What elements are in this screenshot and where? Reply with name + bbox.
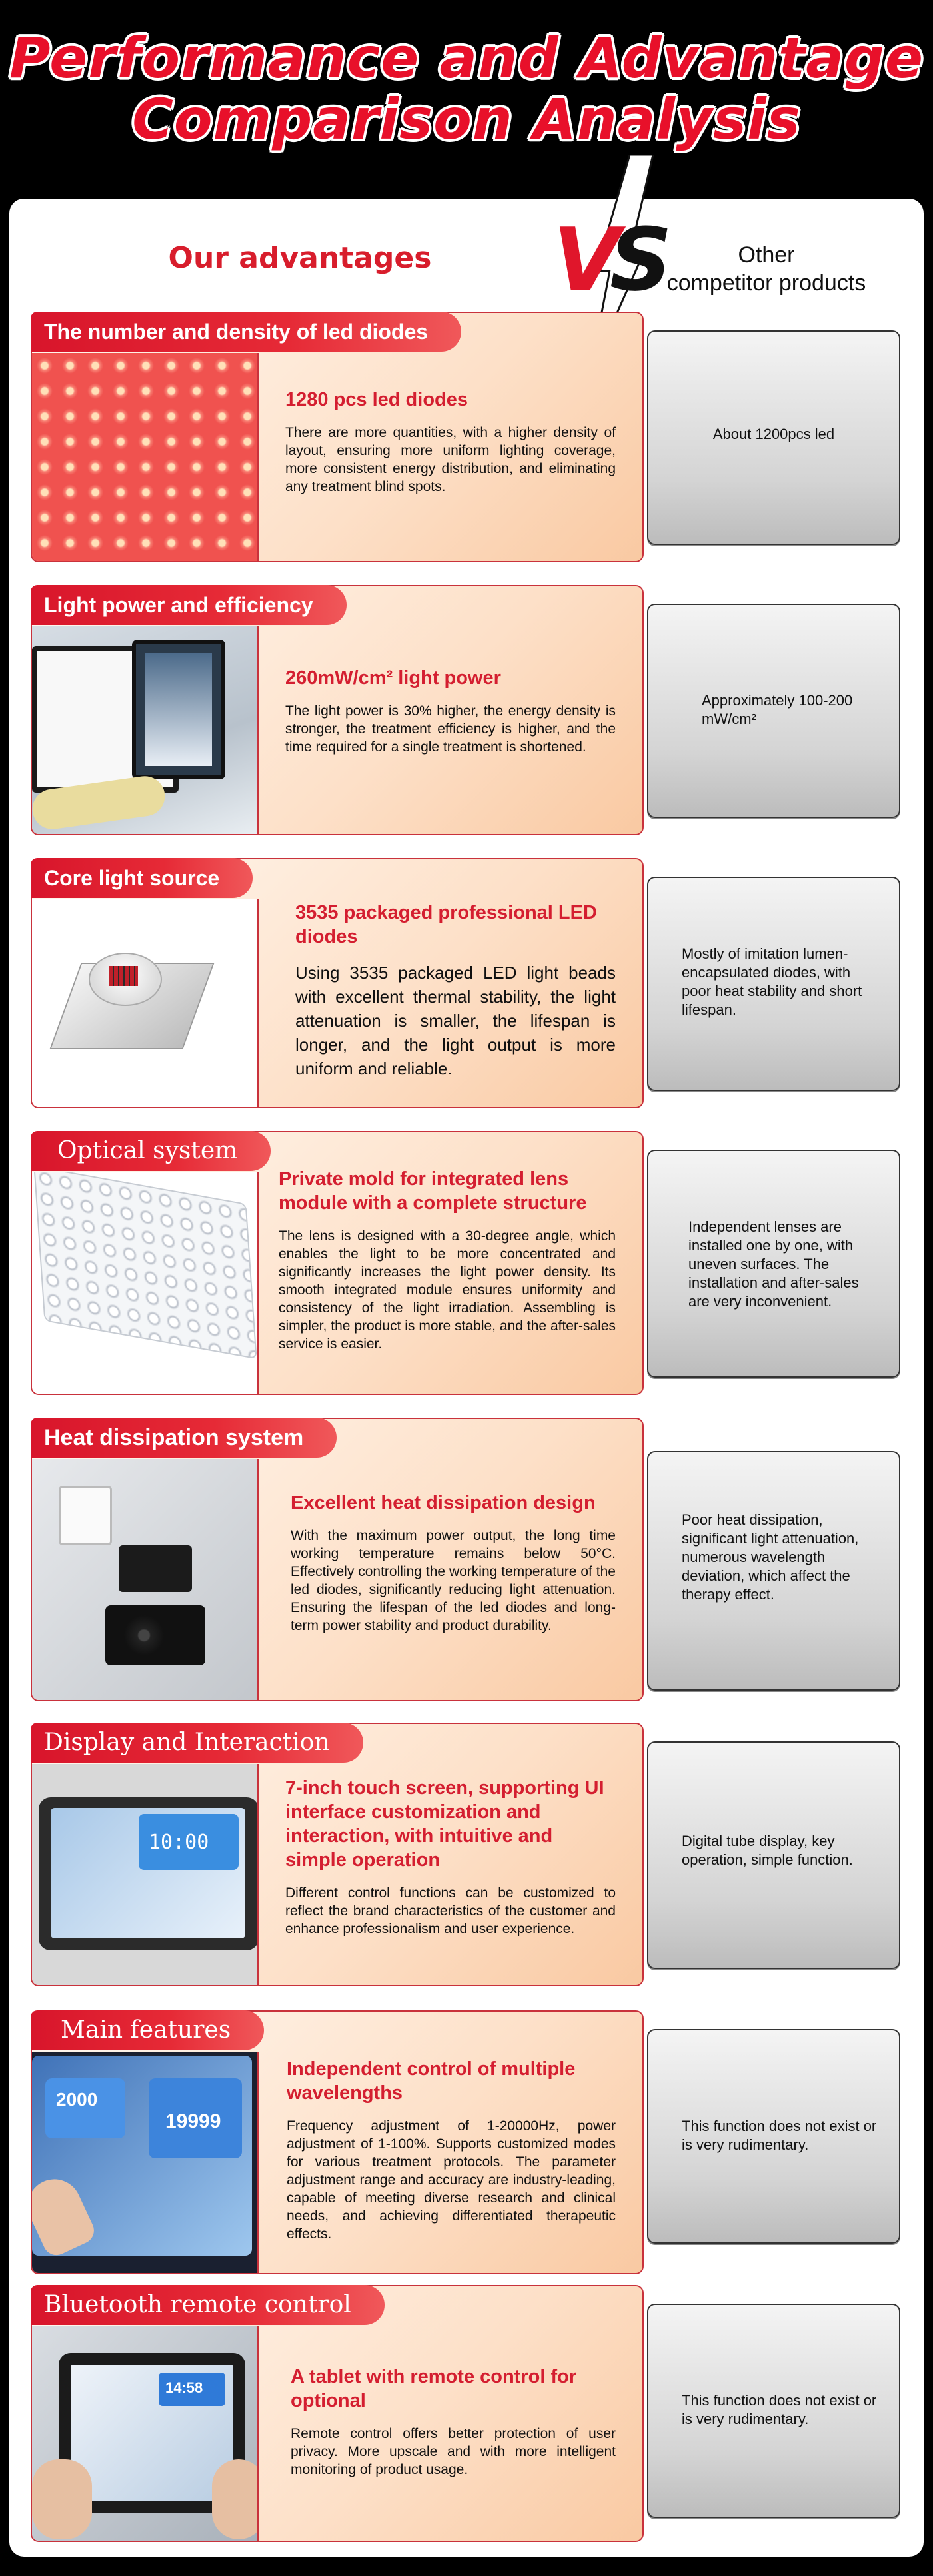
category-label: Main features bbox=[31, 2010, 264, 2050]
category-label: Light power and efficiency bbox=[31, 585, 347, 625]
competitor-text: Mostly of imitation lumen-encapsulated diodes, with poor heat stability and short lifespan. bbox=[682, 945, 862, 1018]
lens-module-image bbox=[32, 1172, 259, 1394]
competitor-box bbox=[647, 2029, 900, 2244]
feature-title: 7-inch touch screen, supporting UI interface customization and interaction, with intuitive and simple operation bbox=[285, 1777, 604, 1871]
screen-value-2: 19999 bbox=[165, 2110, 221, 2132]
comparison-row-display bbox=[31, 1723, 900, 1986]
comparison-row-optical-system bbox=[31, 1131, 900, 1395]
comparison-row-bluetooth-remote bbox=[31, 2285, 900, 2542]
screen-value-1: 2000 bbox=[56, 2089, 98, 2110]
control-ui-image bbox=[32, 2052, 259, 2273]
competitor-heading bbox=[660, 241, 873, 297]
competitor-box bbox=[647, 1741, 900, 1969]
competitor-text: About 1200pcs led bbox=[712, 426, 835, 442]
comparison-row-led-density bbox=[31, 312, 900, 562]
advantage-card bbox=[31, 1418, 644, 1701]
competitor-heading-line-1: Other bbox=[738, 242, 795, 268]
red-led-panel-image bbox=[32, 353, 259, 561]
touch-screen-image bbox=[32, 1764, 259, 1985]
feature-title: Independent control of multiple wavelengths bbox=[287, 2058, 576, 2104]
page-title-line-1: Performance and Advantage bbox=[9, 25, 924, 91]
category-label: Bluetooth remote control bbox=[31, 2285, 385, 2325]
vs-label: V S bbox=[553, 209, 672, 310]
feature-title: 3535 packaged professional LED diodes bbox=[295, 902, 597, 947]
screen-clock-readout: 10:00 bbox=[149, 1831, 209, 1854]
competitor-box bbox=[647, 604, 900, 818]
our-advantages-heading: Our advantages bbox=[168, 241, 432, 275]
feature-title: 1280 pcs led diodes bbox=[285, 389, 468, 410]
competitor-text: This function does not exist or is very rudimentary. bbox=[682, 2392, 877, 2427]
competitor-text: Poor heat dissipation, significant light attenuation, numerous wavelength deviation, which affect the therapy effect. bbox=[682, 1511, 859, 1603]
category-label: Core light source bbox=[31, 858, 253, 898]
feature-title: Private mold for integrated lens module with a complete structure bbox=[279, 1168, 587, 1214]
competitor-box bbox=[647, 330, 900, 545]
category-label: Display and Interaction bbox=[31, 1723, 363, 1763]
comparison-row-light-power bbox=[31, 585, 900, 835]
category-label: Optical system bbox=[31, 1131, 271, 1171]
category-label: The number and density of led diodes bbox=[31, 312, 461, 352]
header bbox=[0, 0, 933, 200]
feature-description: The lens is designed with a 30-degree angle, which enables the light to be more concentrated and significantly increases the light power density. Its smooth integrated module ensures uniformity and consistency of the light irradiation. Assembling is simpler, the product is more stable, and the after-sales service is easier. bbox=[279, 1228, 616, 1352]
feature-title: A tablet with remote control for optional bbox=[291, 2366, 577, 2411]
feature-description: Frequency adjustment of 1-20000Hz, power adjustment of 1-100%. Supports customized modes for various treatment protocols. The parameter adjustment range and accuracy are industry-leading, capable of meeting diverse research and clinical needs, and achieving differentiated therapeutic effects. bbox=[287, 2118, 616, 2242]
comparison-row-light-source bbox=[31, 858, 900, 1108]
feature-description: Remote control offers better protection of user privacy. More upscale and with more intelligent monitoring of product usage. bbox=[291, 2426, 616, 2477]
feature-description: There are more quantities, with a higher density of layout, ensuring more uniform lighting coverage, more consistent energy distribution, and eliminating any treatment blind spots. bbox=[285, 425, 616, 494]
competitor-box bbox=[647, 1150, 900, 1378]
tablet-screen-readout: 14:58 bbox=[165, 2379, 203, 2396]
competitor-text: Approximately 100-200 mW/cm² bbox=[702, 692, 853, 727]
competitor-box bbox=[647, 877, 900, 1091]
competitor-box bbox=[647, 1451, 900, 1691]
competitor-box bbox=[647, 2304, 900, 2518]
led-chip-image bbox=[32, 899, 259, 1107]
feature-description: The light power is 30% higher, the energy density is stronger, the treatment efficiency is higher, and the time required for a single treatment is shortened. bbox=[285, 703, 616, 755]
category-label: Heat dissipation system bbox=[31, 1418, 337, 1458]
competitor-heading-line-2: competitor products bbox=[666, 270, 866, 296]
page-title-line-2: Comparison Analysis bbox=[132, 87, 801, 152]
comparison-row-main-features bbox=[31, 2010, 900, 2274]
power-meter-image bbox=[32, 626, 259, 834]
feature-description: With the maximum power output, the long time working temperature remains below 50°C. Effectively controlling the working temperature of the led diodes, significantly reducing light attenuation. Ensuring the lifespan of the led diodes and long-term power stability and product durability. bbox=[291, 1528, 616, 1633]
comparison-row-heat-dissipation bbox=[31, 1418, 900, 1701]
tablet-image bbox=[32, 2326, 259, 2541]
competitor-text: Digital tube display, key operation, simple function. bbox=[682, 1833, 853, 1868]
competitor-text: Independent lenses are installed one by one, with uneven surfaces. The installation and after-sales are very inconvenient. bbox=[688, 1218, 859, 1310]
feature-description: Using 3535 packaged LED light beads with excellent thermal stability, the light attenuation is smaller, the lifespan is longer, and the light output is more uniform and reliable. bbox=[295, 963, 616, 1078]
cooling-fans-image bbox=[32, 1459, 259, 1700]
competitor-text: This function does not exist or is very rudimentary. bbox=[682, 2118, 877, 2153]
feature-title: Excellent heat dissipation design bbox=[291, 1492, 596, 1513]
feature-description: Different control functions can be customized to reflect the brand characteristics of the customer and enhance professionalism and user experience. bbox=[285, 1885, 616, 1936]
feature-title: 260mW/cm² light power bbox=[285, 667, 501, 689]
